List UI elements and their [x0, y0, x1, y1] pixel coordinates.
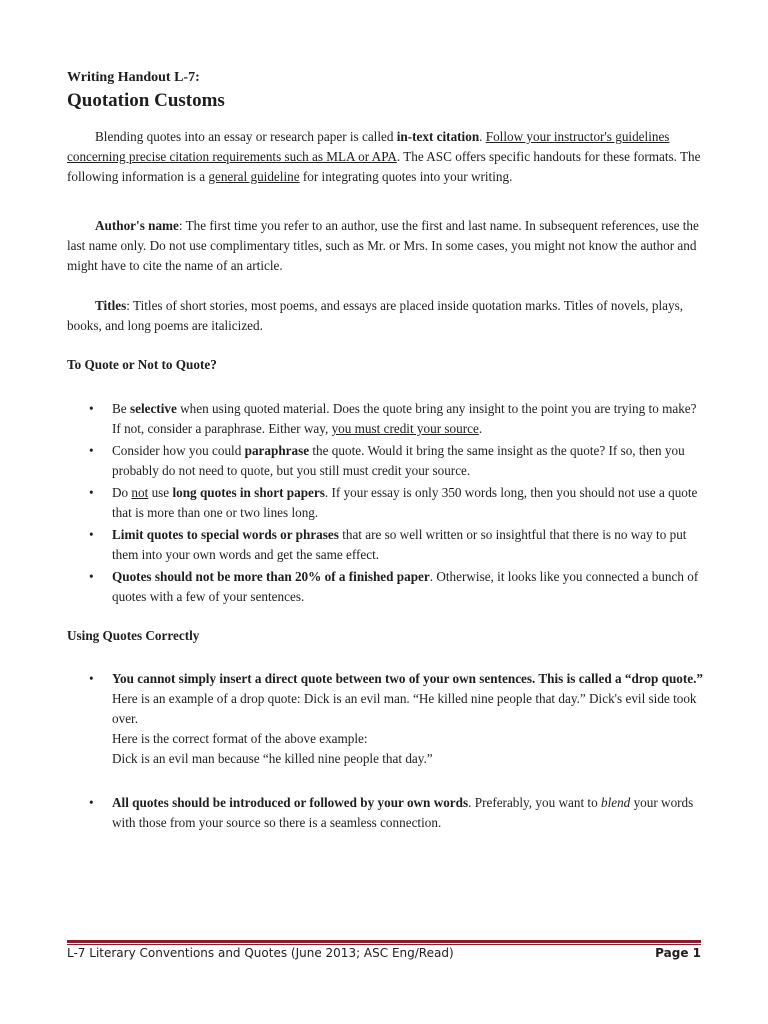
item-text: when using quoted material. Does the quote bring any insight to the point you are trying to make? If not, consider a paraphrase. Either way, — [112, 401, 697, 436]
intro-underlined-guideline: Follow your instructor's guidelines concerning precise citation requirements such as MLA or APA — [67, 129, 670, 164]
item-text: Here is the correct format of the above example: — [112, 731, 368, 746]
handout-subtitle: Writing Handout L-7: — [67, 70, 200, 85]
quote-or-not-list — [67, 399, 707, 609]
bullet-icon: • — [89, 671, 94, 686]
section-heading-using-quotes: Using Quotes Correctly — [67, 628, 200, 643]
item-text: that are so well written or so insightful that there is no way to put them into your own words and get the same effect. — [112, 527, 687, 562]
intro-underlined-general: general guideline — [208, 169, 300, 184]
item-bold: Quotes should not be more than 20% of a finished paper — [112, 569, 430, 584]
item-bold: long quotes in short papers — [172, 485, 325, 500]
item-bold: selective — [129, 401, 177, 416]
section-heading-quote-or-not: To Quote or Not to Quote? — [67, 357, 217, 372]
item-underlined: you must credit your source — [331, 421, 479, 436]
titles-paragraph — [67, 296, 701, 336]
titles-text: : Titles of short stories, most poems, and essays are placed inside quotation marks. Titles of novels, plays, books, and long poems are italicized. — [67, 298, 684, 333]
item-bold: paraphrase — [244, 443, 310, 458]
intro-bold-term: in-text citation — [396, 129, 480, 144]
item-text: . Preferably, you want to — [468, 795, 601, 810]
bullet-icon: • — [89, 401, 94, 416]
item-text: . If your essay is only 350 words long, then you should not use a quote that is more than one or two lines long. — [112, 485, 698, 520]
bullet-icon: • — [89, 443, 94, 458]
list-item — [67, 567, 707, 607]
list-item — [67, 525, 707, 565]
item-text: Consider how you could — [112, 443, 245, 458]
list-item — [67, 483, 707, 523]
intro-text-4: for integrating quotes into your writing. — [299, 169, 513, 184]
list-item — [67, 669, 707, 769]
item-text: your words with those from your source so there is a seamless connection. — [112, 795, 694, 830]
list-item — [67, 399, 707, 439]
intro-paragraph — [67, 127, 701, 187]
bullet-icon: • — [89, 795, 94, 810]
footer-divider-thin — [67, 944, 701, 945]
page-number: Page 1 — [655, 946, 701, 960]
author-paragraph — [67, 216, 701, 276]
item-text: use — [148, 485, 173, 500]
footer-document-info: L-7 Literary Conventions and Quotes (June 2013; ASC Eng/Read) — [67, 946, 454, 960]
item-bold: You cannot simply insert a direct quote between two of your own sentences. This is called a “drop quote.” — [112, 671, 704, 686]
bullet-icon: • — [89, 527, 94, 542]
footer-divider — [67, 940, 701, 943]
item-text: Dick is an evil man because “he killed nine people that day.” — [112, 751, 433, 766]
titles-term: Titles — [95, 298, 127, 313]
item-bold: All quotes should be introduced or followed by your own words — [112, 795, 469, 810]
item-text: Do — [112, 485, 132, 500]
item-bold: Limit quotes to special words or phrases — [112, 527, 339, 542]
author-text: : The first time you refer to an author, use the first and last name. In subsequent references, use the last name only. Do not use complimentary titles, such as Mr. or Mrs. In some cases, you might not know the author and might have to cite the name of an article. — [67, 218, 699, 273]
item-text: Be — [112, 401, 130, 416]
item-text: the quote. Would it bring the same insight as the quote? If so, then you probably do not need to quote, but you still must credit your source. — [112, 443, 685, 478]
bullet-icon: • — [89, 485, 94, 500]
list-item — [67, 441, 707, 481]
author-term: Author's name — [95, 218, 179, 233]
using-quotes-list-2 — [67, 793, 707, 835]
page-title: Quotation Customs — [67, 90, 225, 111]
list-item — [67, 793, 707, 833]
item-italic: blend — [600, 795, 631, 810]
bullet-icon: • — [89, 569, 94, 584]
intro-text-3: . The ASC offers specific handouts for these formats. The following information is a — [67, 149, 701, 184]
item-text: Here is an example of a drop quote: Dick is an evil man. “He killed nine people that day.” Dick's evil side took over. — [112, 691, 697, 726]
item-text: . — [478, 421, 483, 436]
intro-text-2: . — [479, 129, 486, 144]
item-text: . Otherwise, it looks like you connected a bunch of quotes with a few of your sentences. — [112, 569, 699, 604]
using-quotes-list — [67, 669, 707, 771]
intro-text-1: Blending quotes into an essay or research paper is called — [95, 129, 397, 144]
item-underlined: not — [131, 485, 149, 500]
